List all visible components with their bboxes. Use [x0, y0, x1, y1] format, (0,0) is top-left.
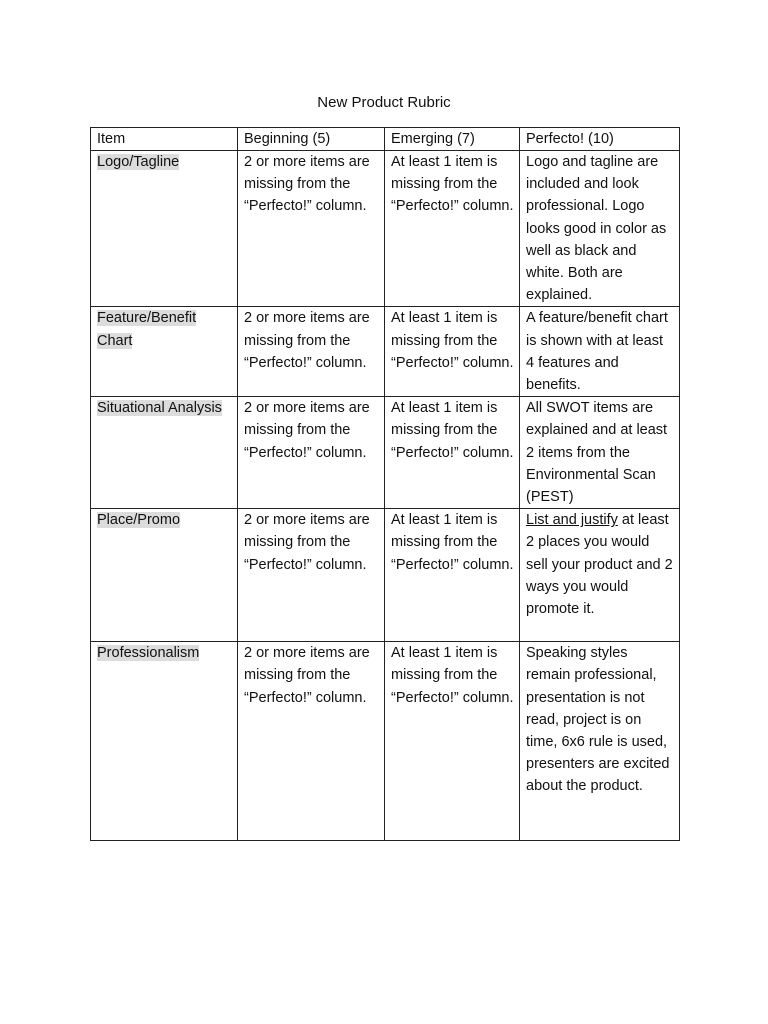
column-header-perfecto: Perfecto! (10)	[520, 128, 680, 151]
perfecto-text: at least 2 places you would sell your product and 2 ways you would promote it.	[526, 512, 673, 618]
perfecto-cell	[520, 509, 680, 642]
emerging-cell: At least 1 item is missing from the “Perfecto!” column.	[385, 397, 520, 509]
emerging-cell: At least 1 item is missing from the “Perfecto!” column.	[385, 642, 520, 841]
rubric-table	[90, 127, 680, 841]
column-header-beginning: Beginning (5)	[238, 128, 385, 151]
table-row	[91, 151, 680, 307]
perfecto-underlined-text: List and justify	[526, 512, 618, 529]
perfecto-cell: Logo and tagline are included and look professional. Logo looks good in color as well as black and white. Both are explained.	[520, 151, 680, 307]
emerging-cell: At least 1 item is missing from the “Perfecto!” column.	[385, 307, 520, 397]
row-item-label: Feature/Benefit Chart	[97, 310, 197, 349]
column-header-emerging: Emerging (7)	[385, 128, 520, 151]
beginning-cell: 2 or more items are missing from the “Perfecto!” column.	[238, 642, 385, 841]
row-item-cell	[91, 307, 238, 397]
emerging-cell: At least 1 item is missing from the “Perfecto!” column.	[385, 151, 520, 307]
table-header-row	[91, 128, 680, 151]
row-item-cell	[91, 151, 238, 307]
page-title: New Product Rubric	[317, 94, 451, 111]
beginning-cell: 2 or more items are missing from the “Perfecto!” column.	[238, 509, 385, 642]
row-item-label: Place/Promo	[97, 512, 181, 529]
perfecto-cell: All SWOT items are explained and at least 2 items from the Environmental Scan (PEST)	[520, 397, 680, 509]
row-item-label: Professionalism	[97, 645, 200, 662]
beginning-cell: 2 or more items are missing from the “Perfecto!” column.	[238, 307, 385, 397]
row-item-cell	[91, 642, 238, 841]
perfecto-cell: Speaking styles remain professional, presentation is not read, project is on time, 6x6 rule is used, presenters are excited about the product.	[520, 642, 680, 841]
row-item-label: Logo/Tagline	[97, 154, 180, 170]
table-row	[91, 642, 680, 841]
emerging-cell: At least 1 item is missing from the “Perfecto!” column.	[385, 509, 520, 642]
perfecto-cell: A feature/benefit chart is shown with at least 4 features and benefits.	[520, 307, 680, 397]
beginning-cell: 2 or more items are missing from the “Perfecto!” column.	[238, 151, 385, 307]
table-row	[91, 397, 680, 509]
row-item-cell	[91, 509, 238, 642]
table-row	[91, 509, 680, 642]
row-item-label: Situational Analysis	[97, 400, 222, 417]
column-header-item: Item	[91, 128, 238, 151]
table-row	[91, 307, 680, 397]
beginning-cell: 2 or more items are missing from the “Perfecto!” column.	[238, 397, 385, 509]
row-item-cell	[91, 397, 238, 509]
